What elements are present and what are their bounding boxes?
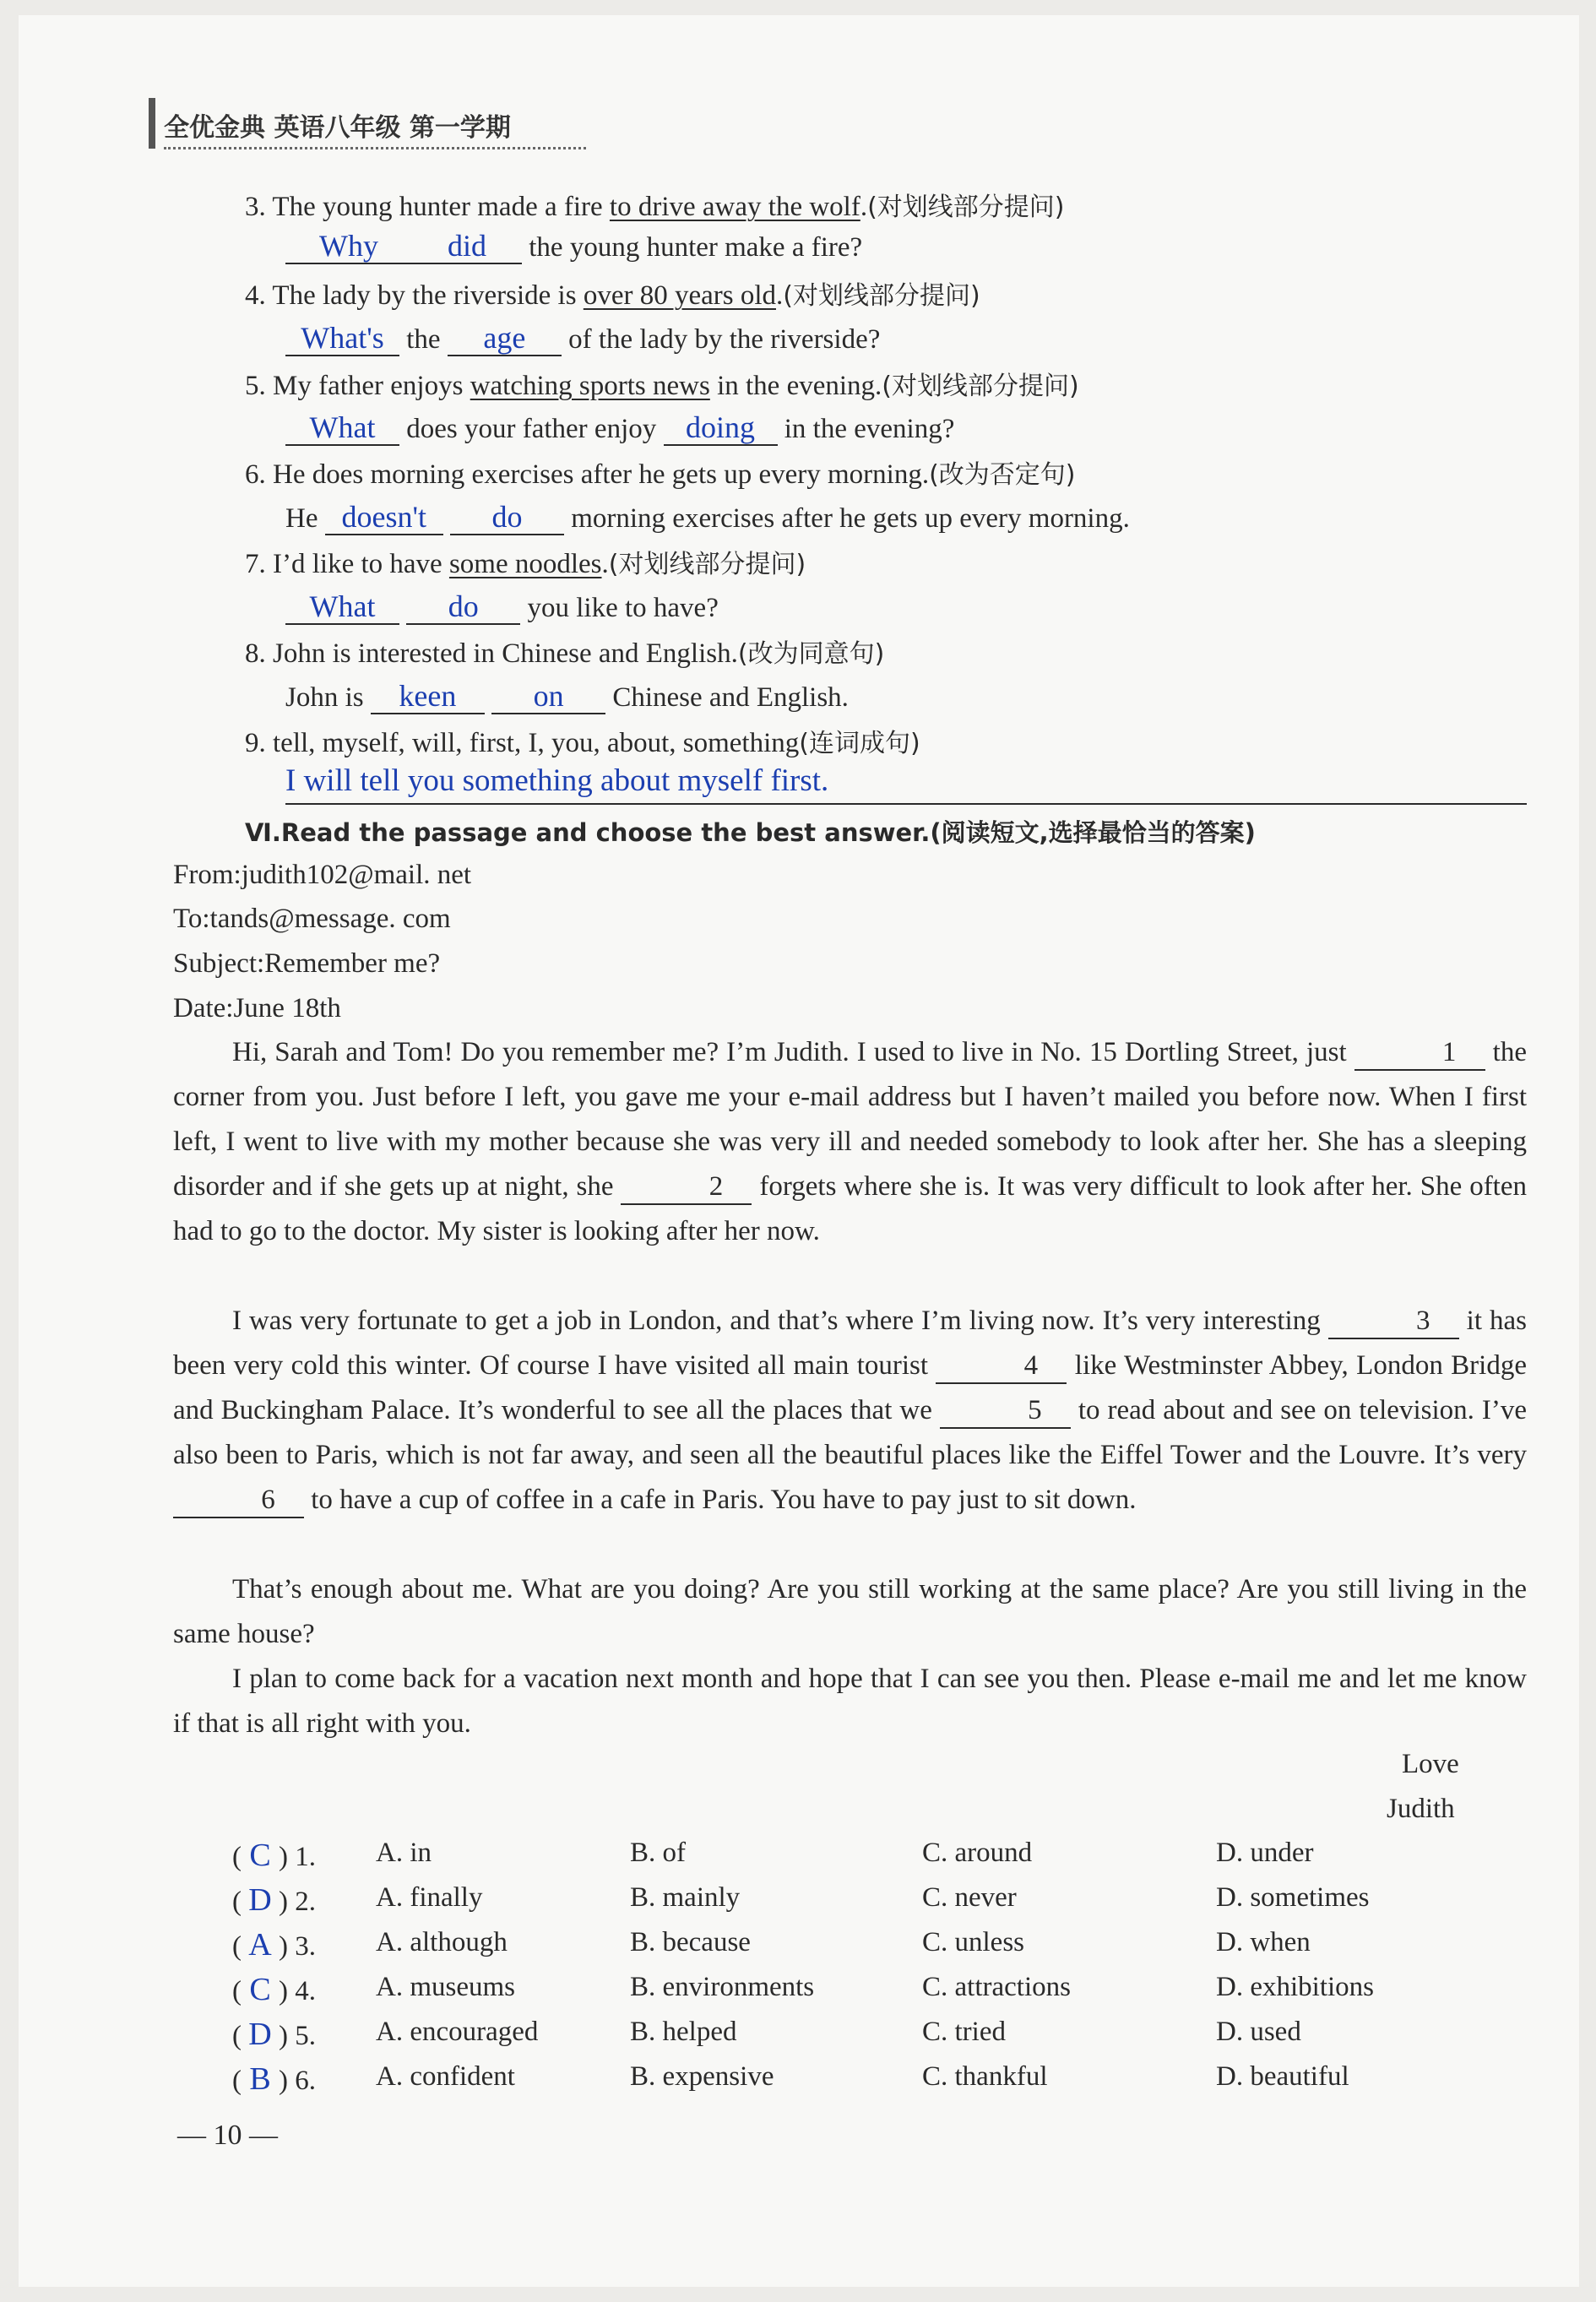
mcq-chosen-answer: A bbox=[248, 1927, 272, 1963]
question-text: John is interested in Chinese and English. bbox=[273, 638, 738, 669]
email-date-value: June 18th bbox=[233, 993, 341, 1023]
instruction: (对划线部分提问) bbox=[783, 281, 980, 311]
email-from bbox=[173, 858, 471, 892]
answer-text: of the lady by the riverside? bbox=[561, 324, 881, 355]
mcq-chosen-answer: C bbox=[249, 1972, 271, 2007]
answer-text: He bbox=[285, 503, 325, 534]
mcq-number: 1. bbox=[295, 1842, 316, 1872]
answer-line-5 bbox=[285, 412, 954, 446]
question-number: 9. bbox=[245, 728, 266, 758]
passage-blank-3: 3 bbox=[1328, 1306, 1459, 1339]
answer-blank: age bbox=[448, 323, 562, 356]
answer-line-8 bbox=[285, 681, 849, 714]
question-text: My father enjoys bbox=[273, 371, 470, 401]
section-heading bbox=[245, 816, 1256, 850]
email-subject-label: Subject: bbox=[173, 948, 265, 979]
passage-text: the corner from you. Just before I left, you gave me your e-mail address but I haven’t mailed you before now. When I first left, I went to live with my mother because she was very ill and needed somebody to look after her. She has a sleeping disorder and if she gets up at night, she bbox=[173, 1037, 1527, 1202]
question-text: tell, myself, will, first, I, you, about, something bbox=[273, 728, 800, 758]
instruction: (改为同意句) bbox=[737, 639, 885, 669]
section-number: Ⅵ. bbox=[245, 818, 281, 847]
passage-blank-5: 5 bbox=[940, 1395, 1071, 1429]
mcq-answer-5 bbox=[232, 2016, 316, 2053]
paren-close: ) bbox=[279, 1887, 288, 1917]
mcq-option-b: B. expensive bbox=[630, 2061, 774, 2092]
page-number: — 10 — bbox=[177, 2120, 278, 2151]
passage-text: Hi, Sarah and Tom! Do you remember me? I’m Judith. I used to live in No. 15 Dortling Street, just bbox=[232, 1037, 1347, 1067]
question-8 bbox=[245, 637, 884, 671]
paren-close: ) bbox=[279, 1842, 288, 1872]
question-text-end: . bbox=[776, 280, 784, 311]
mcq-option-d: D. under bbox=[1216, 1838, 1314, 1868]
passage-paragraph-1 bbox=[173, 1030, 1527, 1254]
answer-blank: What bbox=[285, 591, 399, 625]
email-date-label: Date: bbox=[173, 993, 234, 1023]
instruction: (改为否定句) bbox=[929, 460, 1076, 490]
question-text-end: . bbox=[860, 192, 868, 222]
passage-blank-4: 4 bbox=[936, 1350, 1067, 1384]
question-number: 6. bbox=[245, 459, 266, 490]
answer-line-3 bbox=[285, 231, 862, 264]
question-text-end: . bbox=[601, 549, 609, 579]
question-text: The young hunter made a fire bbox=[272, 192, 610, 222]
mcq-chosen-answer: D bbox=[248, 2017, 272, 2052]
answer-blank: What bbox=[285, 412, 399, 446]
paren-open: ( bbox=[232, 1931, 242, 1962]
answer-line-7 bbox=[285, 591, 719, 625]
mcq-option-a: A. confident bbox=[376, 2061, 515, 2092]
answer-blank: doesn't bbox=[325, 502, 443, 535]
answer-blank: doing bbox=[664, 412, 778, 446]
mcq-answer-1 bbox=[232, 1837, 316, 1874]
header-divider bbox=[164, 147, 586, 149]
passage-text: to have a cup of coffee in a cafe in Paris. You have to pay just to sit down. bbox=[304, 1485, 1137, 1515]
passage-text: like Westminster Abbey, London Bridge and Buckingham Palace. It’s wonderful to see all the places that we bbox=[173, 1350, 1527, 1425]
mcq-number: 3. bbox=[295, 1931, 316, 1962]
mcq-option-d: D. when bbox=[1216, 1927, 1311, 1957]
mcq-number: 6. bbox=[295, 2066, 316, 2096]
mcq-option-b: B. of bbox=[630, 1838, 686, 1868]
letter-signature: Judith bbox=[1387, 1794, 1455, 1824]
mcq-option-a: A. finally bbox=[376, 1882, 483, 1913]
answer-text: in the evening? bbox=[777, 414, 955, 444]
email-from-value: judith102@mail. net bbox=[241, 860, 472, 890]
paren-open: ( bbox=[232, 1842, 242, 1872]
passage-blank-1: 1 bbox=[1354, 1037, 1485, 1071]
question-5 bbox=[245, 369, 1079, 404]
mcq-option-c: C. tried bbox=[922, 2017, 1006, 2047]
mcq-option-a: A. museums bbox=[376, 1972, 515, 2002]
mcq-answer-3 bbox=[232, 1926, 316, 1963]
mcq-chosen-answer: C bbox=[249, 1838, 271, 1873]
underlined-part: to drive away the wolf bbox=[609, 192, 860, 222]
paren-close: ) bbox=[279, 2021, 288, 2051]
passage-text: it has been very cold this winter. Of course I have visited all main tourist bbox=[173, 1306, 1527, 1381]
answer-blank: keen bbox=[371, 681, 485, 714]
mcq-option-c: C. thankful bbox=[922, 2061, 1048, 2092]
mcq-option-b: B. because bbox=[630, 1927, 751, 1957]
mcq-answer-4 bbox=[232, 1971, 316, 2008]
header-bar bbox=[149, 98, 155, 149]
answer-blank: did bbox=[412, 231, 522, 264]
paren-open: ( bbox=[232, 2066, 242, 2096]
answer-blank: What's bbox=[285, 323, 399, 356]
question-number: 5. bbox=[245, 371, 266, 401]
instruction: (对划线部分提问) bbox=[867, 193, 1065, 222]
question-6 bbox=[245, 458, 1076, 492]
mcq-number: 5. bbox=[295, 2021, 316, 2051]
answer-text bbox=[443, 503, 450, 534]
mcq-option-a: A. encouraged bbox=[376, 2017, 539, 2047]
mcq-answer-2 bbox=[232, 1881, 316, 1919]
answer-line-4 bbox=[285, 323, 880, 356]
email-to-value: tands@message. com bbox=[209, 904, 451, 934]
question-number: 8. bbox=[245, 638, 266, 669]
answer-text: Chinese and English. bbox=[605, 682, 849, 713]
underlined-part: over 80 years old bbox=[583, 280, 776, 311]
email-subject bbox=[173, 947, 440, 980]
mcq-option-d: D. exhibitions bbox=[1216, 1972, 1374, 2002]
answer-text bbox=[485, 682, 491, 713]
mcq-option-c: C. around bbox=[922, 1838, 1033, 1868]
question-number: 4. bbox=[245, 280, 266, 311]
mcq-option-a: A. although bbox=[376, 1927, 508, 1957]
answer-blank: do bbox=[406, 591, 520, 625]
passage-text: forgets where she is. It was very difficult to look after her. She often had to go to the doctor. My sister is looking after her now. bbox=[173, 1171, 1527, 1246]
paren-open: ( bbox=[232, 1887, 242, 1917]
mcq-option-d: D. sometimes bbox=[1216, 1882, 1370, 1913]
mcq-chosen-answer: B bbox=[249, 2061, 271, 2097]
email-to-label: To: bbox=[173, 904, 210, 934]
answer-sentence: I will tell you something about myself first. bbox=[285, 763, 829, 798]
question-number: 7. bbox=[245, 549, 266, 579]
paren-close: ) bbox=[279, 1931, 288, 1962]
answer-blank: on bbox=[491, 681, 605, 714]
underlined-part: some noodles bbox=[448, 549, 602, 579]
email-to bbox=[173, 902, 451, 936]
answer-text: morning exercises after he gets up every morning. bbox=[563, 503, 1130, 534]
question-text: He does morning exercises after he gets up every morning. bbox=[273, 459, 930, 490]
book-title: 全优金典 英语八年级 第一学期 bbox=[164, 113, 511, 143]
mcq-option-d: D. used bbox=[1216, 2017, 1301, 2047]
mcq-number: 2. bbox=[295, 1887, 316, 1917]
passage-paragraph-4: I plan to come back for a vacation next month and hope that I can see you then. Please e-mail me and let me know if that is all right with you. bbox=[173, 1664, 1527, 1739]
mcq-option-c: C. attractions bbox=[922, 1972, 1071, 2002]
email-date bbox=[173, 991, 341, 1025]
answer-text: the young hunter make a fire? bbox=[522, 232, 863, 263]
question-3 bbox=[245, 190, 1065, 225]
mcq-option-b: B. environments bbox=[630, 1972, 815, 2002]
answer-blank: Why bbox=[285, 231, 412, 264]
instruction: (对划线部分提问) bbox=[882, 372, 1079, 401]
answer-line-6 bbox=[285, 502, 1130, 535]
email-subject-value: Remember me? bbox=[264, 948, 441, 979]
section-title: Read the passage and choose the best answer. bbox=[280, 818, 931, 847]
question-text: The lady by the riverside is bbox=[272, 280, 584, 311]
question-text-end: in the evening. bbox=[709, 371, 882, 401]
question-7 bbox=[245, 547, 806, 582]
mcq-number: 4. bbox=[295, 1976, 316, 2006]
question-4 bbox=[245, 279, 980, 313]
passage-blank-2: 2 bbox=[621, 1171, 752, 1205]
paren-open: ( bbox=[232, 2021, 242, 2051]
paren-open: ( bbox=[232, 1976, 242, 2006]
answer-text: John is bbox=[285, 682, 371, 713]
question-number: 3. bbox=[245, 192, 266, 222]
answer-rule bbox=[285, 803, 1527, 805]
answer-text: does your father enjoy bbox=[399, 414, 664, 444]
mcq-option-c: C. unless bbox=[922, 1927, 1025, 1957]
email-from-label: From: bbox=[173, 860, 242, 890]
answer-text: the bbox=[399, 324, 448, 355]
underlined-part: watching sports news bbox=[470, 371, 710, 401]
answer-blank: do bbox=[450, 502, 564, 535]
question-9 bbox=[245, 726, 920, 761]
instruction: (对划线部分提问) bbox=[608, 550, 806, 579]
mcq-option-b: B. mainly bbox=[630, 1882, 741, 1913]
paren-close: ) bbox=[279, 2066, 288, 2096]
passage-paragraph-2 bbox=[173, 1299, 1527, 1523]
answer-text bbox=[399, 593, 406, 623]
mcq-option-b: B. helped bbox=[630, 2017, 737, 2047]
passage-text: to read about and see on television. I’ve also been to Paris, which is not far away, and seen all the beautiful places like the Eiffel Tower and the Louvre. It’s very bbox=[173, 1395, 1527, 1470]
question-text: I’d like to have bbox=[273, 549, 449, 579]
mcq-option-c: C. never bbox=[922, 1882, 1017, 1913]
paren-close: ) bbox=[279, 1976, 288, 2006]
passage-paragraph-3: That’s enough about me. What are you doing? Are you still working at the same place? Are you still living in the same house? bbox=[173, 1574, 1527, 1649]
mcq-option-a: A. in bbox=[376, 1838, 432, 1868]
mcq-option-d: D. beautiful bbox=[1216, 2061, 1349, 2092]
passage-blank-6: 6 bbox=[173, 1485, 304, 1518]
answer-text: you like to have? bbox=[520, 593, 719, 623]
section-title-cn: (阅读短文,选择最恰当的答案) bbox=[930, 818, 1256, 847]
mcq-chosen-answer: D bbox=[248, 1882, 272, 1918]
passage-text: I was very fortunate to get a job in London, and that’s where I’m living now. It’s very interesting bbox=[232, 1306, 1328, 1336]
instruction: (连词成句) bbox=[799, 729, 920, 758]
mcq-answer-6 bbox=[232, 2060, 316, 2098]
letter-closing: Love bbox=[1402, 1749, 1459, 1779]
